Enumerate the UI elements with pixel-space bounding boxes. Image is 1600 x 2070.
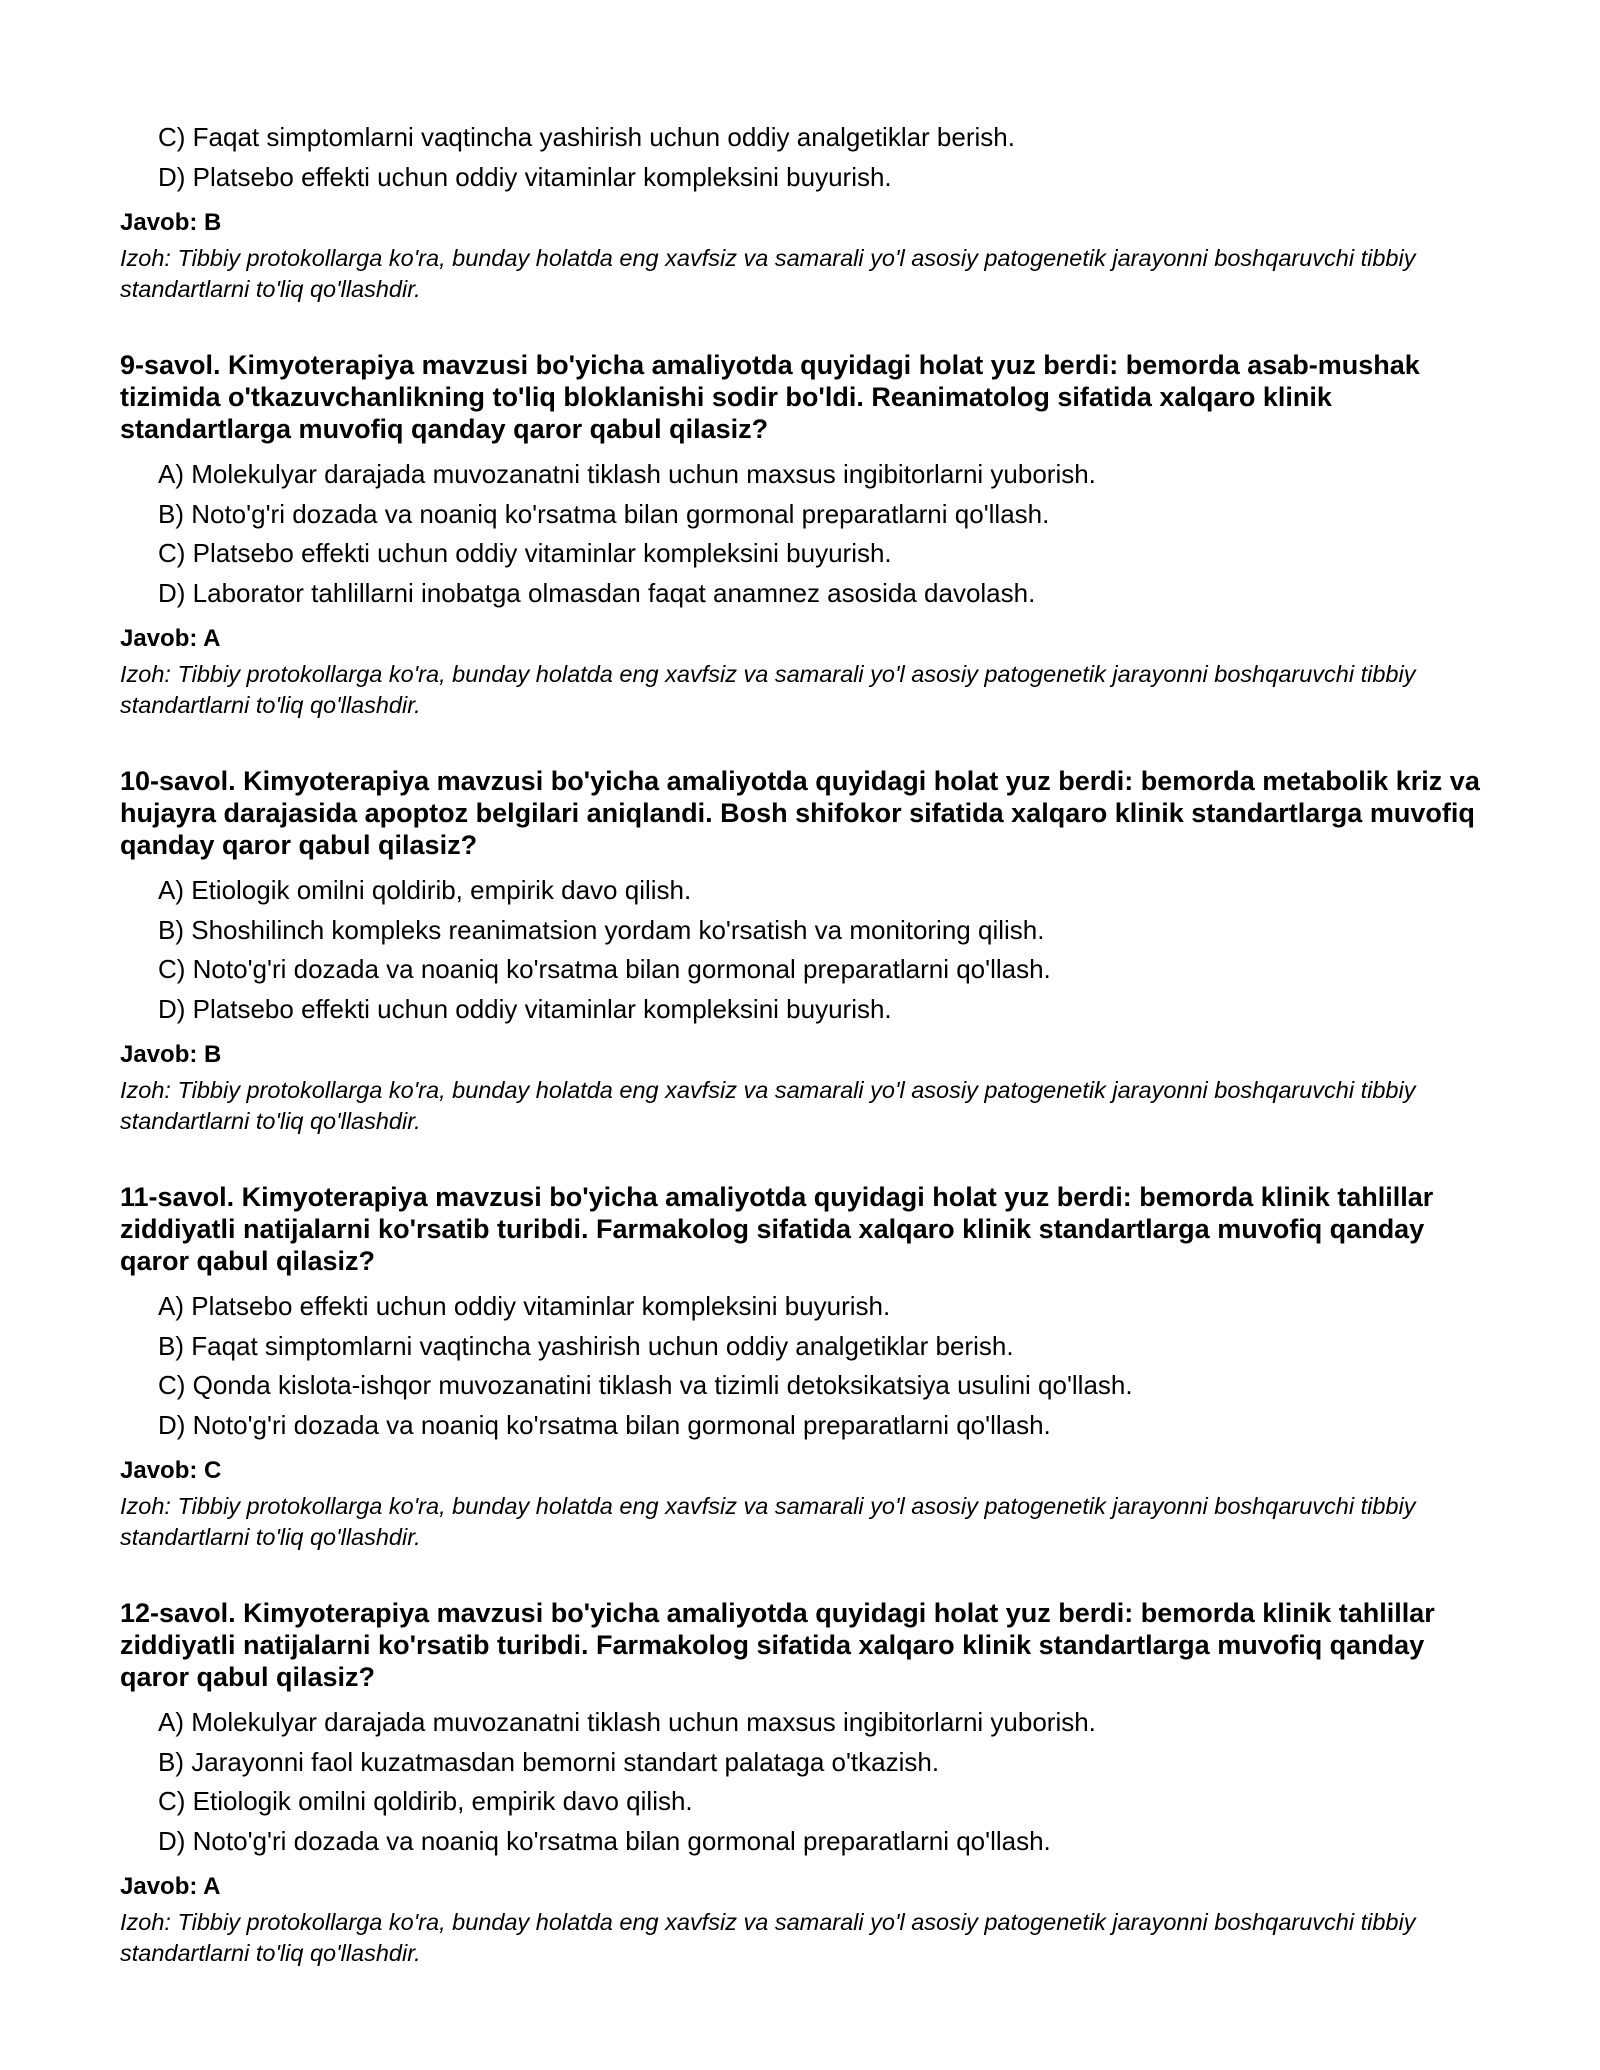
question-title: 12-savol. Kimyoterapiya mavzusi bo'yicha amaliyotda quyidagi holat yuz berdi: bemorda klinik tahlillar ziddiyatli natijalarni ko'rsatib turibdi. Farmakolog sifatida xalqaro klinik standartlarga muvofiq qanday qaror qabul qilasiz? [120,1598,1435,1692]
option-c: C) Faqat simptomlarni vaqtincha yashirish uchun oddiy analgetiklar berish. [158,122,1015,152]
answer-line: Javob: C [120,1457,222,1484]
question-title: 11-savol. Kimyoterapiya mavzusi bo'yicha amaliyotda quyidagi holat yuz berdi: bemorda klinik tahlillar ziddiyatli natijalarni ko'rsatib turibdi. Farmakolog sifatida xalqaro klinik standartlarga muvofiq qanday qaror qabul qilasiz? [120,1182,1434,1276]
explanation-note: Izoh: Tibbiy protokollarga ko'ra, bunday holatda eng xavfsiz va samarali yo'l asosiy patogenetik jarayonni boshqaruvchi tibbiy standartlarni to'liq qo'llashdir. [120,1077,1416,1134]
question-10 [120,765,1500,1137]
question-title: 10-savol. Kimyoterapiya mavzusi bo'yicha amaliyotda quyidagi holat yuz berdi: bemorda metabolik kriz va hujayra darajasida apoptoz belgilari aniqlandi. Bosh shifokor sifatida xalqaro klinik standartlarga muvofiq qanday qaror qabul qilasiz? [120,766,1480,860]
question-title: 9-savol. Kimyoterapiya mavzusi bo'yicha amaliyotda quyidagi holat yuz berdi: bemorda asab-mushak tizimida o'tkazuvchanlikning to'liq bloklanishi sodir bo'ldi. Reanimatolog sifatida xalqaro klinik standartlarga muvofiq qanday qaror qabul qilasiz? [120,350,1420,444]
option-b: B) Jarayonni faol kuzatmasdan bemorni standart palataga o'tkazish. [158,1746,940,1777]
explanation-note: Izoh: Tibbiy protokollarga ko'ra, bunday holatda eng xavfsiz va samarali yo'l asosiy patogenetik jarayonni boshqaruvchi tibbiy standartlarni to'liq qo'llashdir. [120,1909,1416,1966]
option-a: A) Molekulyar darajada muvozanatni tiklash uchun maxsus ingibitorlarni yuborish. [158,1707,1096,1737]
option-d: D) Laborator tahlillarni inobatga olmasdan faqat anamnez asosida davolash. [158,577,1036,608]
question-12 [120,1597,1500,1969]
answer-line: Javob: A [120,1873,221,1900]
question-11 [120,1181,1500,1553]
answer-line: Javob: B [120,209,222,236]
option-a: A) Etiologik omilni qoldirib, empirik davo qilish. [158,875,692,905]
option-d: D) Platsebo effekti uchun oddiy vitaminlar kompleksini buyurish. [158,993,892,1024]
option-d: D) Platsebo effekti uchun oddiy vitaminlar kompleksini buyurish. [158,161,892,192]
explanation-note: Izoh: Tibbiy protokollarga ko'ra, bunday holatda eng xavfsiz va samarali yo'l asosiy patogenetik jarayonni boshqaruvchi tibbiy standartlarni to'liq qo'llashdir. [120,245,1416,302]
option-a: A) Platsebo effekti uchun oddiy vitaminlar kompleksini buyurish. [158,1291,891,1321]
option-b: B) Faqat simptomlarni vaqtincha yashirish uchun oddiy analgetiklar berish. [158,1330,1014,1361]
option-b: B) Shoshilinch kompleks reanimatsion yordam ko'rsatish va monitoring qilish. [158,914,1045,945]
explanation-note: Izoh: Tibbiy protokollarga ko'ra, bunday holatda eng xavfsiz va samarali yo'l asosiy patogenetik jarayonni boshqaruvchi tibbiy standartlarni to'liq qo'llashdir. [120,661,1416,718]
option-c: C) Etiologik omilni qoldirib, empirik davo qilish. [158,1786,693,1816]
explanation-note: Izoh: Tibbiy protokollarga ko'ra, bunday holatda eng xavfsiz va samarali yo'l asosiy patogenetik jarayonni boshqaruvchi tibbiy standartlarni to'liq qo'llashdir. [120,1493,1416,1550]
answer-line: Javob: A [120,625,221,652]
question-8-continuation [120,118,1500,305]
option-b: B) Noto'g'ri dozada va noaniq ko'rsatma bilan gormonal preparatlarni qo'llash. [158,498,1050,529]
option-a: A) Molekulyar darajada muvozanatni tiklash uchun maxsus ingibitorlarni yuborish. [158,459,1096,489]
option-d: D) Noto'g'ri dozada va noaniq ko'rsatma bilan gormonal preparatlarni qo'llash. [158,1825,1051,1856]
question-9 [120,349,1500,721]
option-c: C) Qonda kislota-ishqor muvozanatini tiklash va tizimli detoksikatsiya usulini qo'llash. [158,1370,1133,1400]
document-page [120,118,1500,1969]
option-c: C) Noto'g'ri dozada va noaniq ko'rsatma bilan gormonal preparatlarni qo'llash. [158,954,1051,984]
option-d: D) Noto'g'ri dozada va noaniq ko'rsatma bilan gormonal preparatlarni qo'llash. [158,1409,1051,1440]
answer-line: Javob: B [120,1041,222,1068]
option-c: C) Platsebo effekti uchun oddiy vitaminlar kompleksini buyurish. [158,538,892,568]
